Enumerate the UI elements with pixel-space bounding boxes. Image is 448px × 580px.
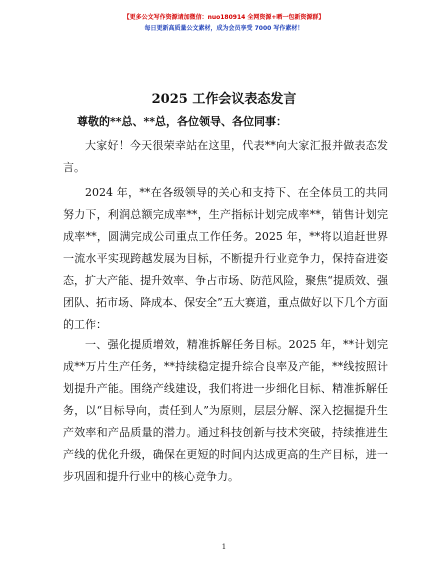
promo-banner-line1: 【更多公文写作资源请加微信：nuo180914 全网资源+晒一包新资源群】 [123, 14, 325, 21]
salutation: 尊敬的**总、**总，各位领导、各位同事： [77, 115, 288, 128]
page-number: 1 [221, 543, 227, 551]
paragraph-2024-review: 2024 年，**在各级领导的关心和支持下、在全体员工的共同努力下，利润总额完成率**，生产指标计划完成率**，销售计划完成率**，圆满完成公司重点工作任务。2025 年，**将以追赶世界一流水平实现跨越发展为目标，不断提升行业竞争力，保持奋进姿态，扩大产能、提升效率、争占市场、防范风险，聚焦“提质效、强团队、拓市场、降成本、保安全”五大赛道，重点做好以下几个方面的工作： [63, 186, 388, 331]
promo-banner-line2: 每日更新高质量公文素材，成为会员享受 7000 写作素材！ [144, 25, 304, 32]
paragraph-section-one: 一、强化提质增效，精准拆解任务目标。2025 年，**计划完成**万片生产任务，**持续稳定提升综合良率及产能，**线按照计划提升产能。围绕产线建设，我们将进一步细化目标、精准拆解任务，以“目标导向，责任到人”为原则，层层分解、深入挖掘提升生产效率和产品质量的潜力。通过科技创新与技术突破，持续推进生产线的优化升级，确保在更短的时间内达成更高的生产目标，进一步巩固和提升行业中的核心竞争力。 [63, 338, 388, 483]
document-title: 2025 工作会议表态发言 [151, 92, 297, 107]
paragraph-greeting: 大家好！今天很荣幸站在这里，代表**向大家汇报并做表态发言。 [63, 139, 388, 174]
